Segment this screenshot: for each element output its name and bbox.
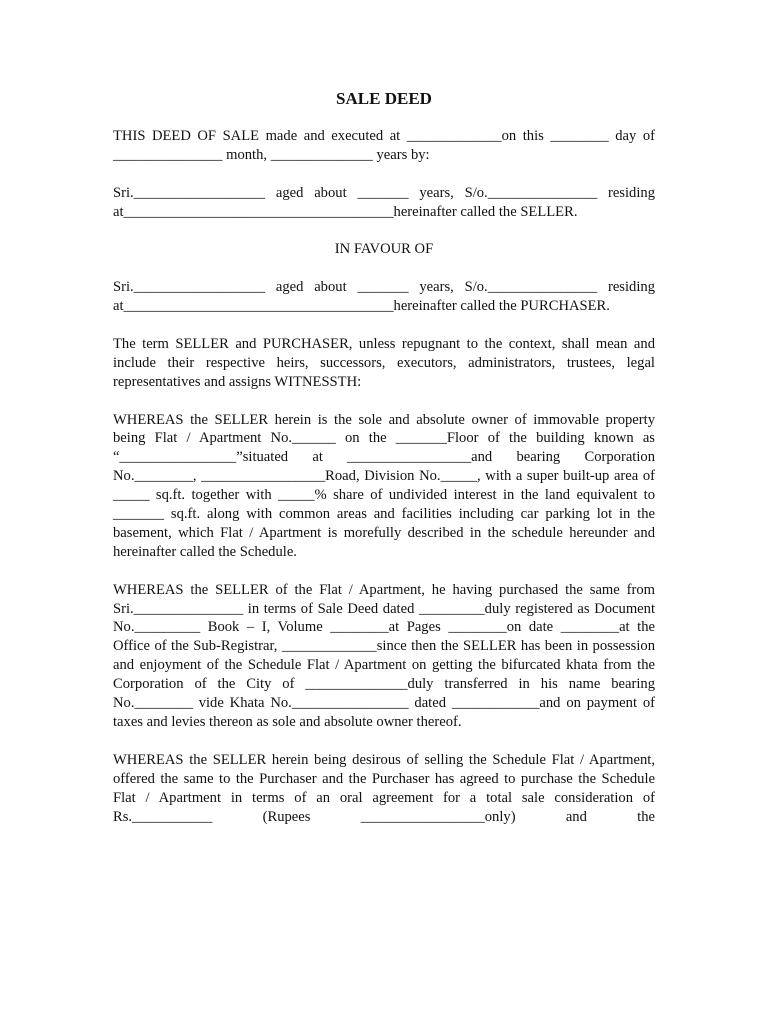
in-favour-of-heading: IN FAVOUR OF [334, 241, 434, 258]
terms-definition-paragraph: The term SELLER and PURCHASER, unless repugnant to the context, shall mean and include their respective heirs, successors, executors, administrators, trustees, legal representatives and assigns WITNESSTH: [113, 335, 655, 390]
whereas-sale-agreement-paragraph: WHEREAS the SELLER herein being desirous of selling the Schedule Flat / Apartment, offered the same to the Purchaser and the Purchaser has agreed to purchase the Schedule Flat / Apartment in terms of an oral agreement for a total sale consideration of Rs.___________ (Rupees _________________only) and the [113, 751, 655, 825]
intro-paragraph: THIS DEED OF SALE made and executed at _____________on this ________ day of _______________ month, ______________ years by: [113, 128, 655, 163]
document-title: SALE DEED [336, 89, 432, 108]
whereas-ownership-paragraph: WHEREAS the SELLER herein is the sole and absolute owner of immovable property being Flat / Apartment No.______ on the _______Floor of the building known as “________________”situated at _________________and bearing Corporation No.________, _________________Road, Division No._____, with a super built-up area of _____ sq.ft. together with _____% share of undivided interest in the land equivalent to _______ sq.ft. along with common areas and facilities including car parking lot in the basement, which Flat / Apartment is morefully described in the schedule hereunder and hereinafter called the Schedule. [113, 411, 655, 560]
whereas-purchase-history-paragraph: WHEREAS the SELLER of the Flat / Apartment, he having purchased the same from Sri._______________ in terms of Sale Deed dated _________duly registered as Document No._________ Book – I, Volume ________at Pages ________on date ________at the Office of the Sub-Registrar, _____________since then the SELLER has been in possession and enjoyment of the Schedule Flat / Apartment on getting the bifurcated khata from the Corporation of the City of ______________duly transferred in his name bearing No.________ vide Khata No.________________ dated ____________and on payment of taxes and levies thereon as sole and absolute owner thereof. [113, 581, 655, 730]
seller-details-paragraph: Sri.__________________ aged about _______ years, S/o._______________ residing at_____________________________________hereinafter called the SELLER. [113, 184, 655, 220]
document-page [113, 88, 655, 845]
purchaser-details-paragraph: Sri.__________________ aged about _______ years, S/o._______________ residing at_____________________________________hereinafter called the PURCHASER. [113, 279, 655, 315]
